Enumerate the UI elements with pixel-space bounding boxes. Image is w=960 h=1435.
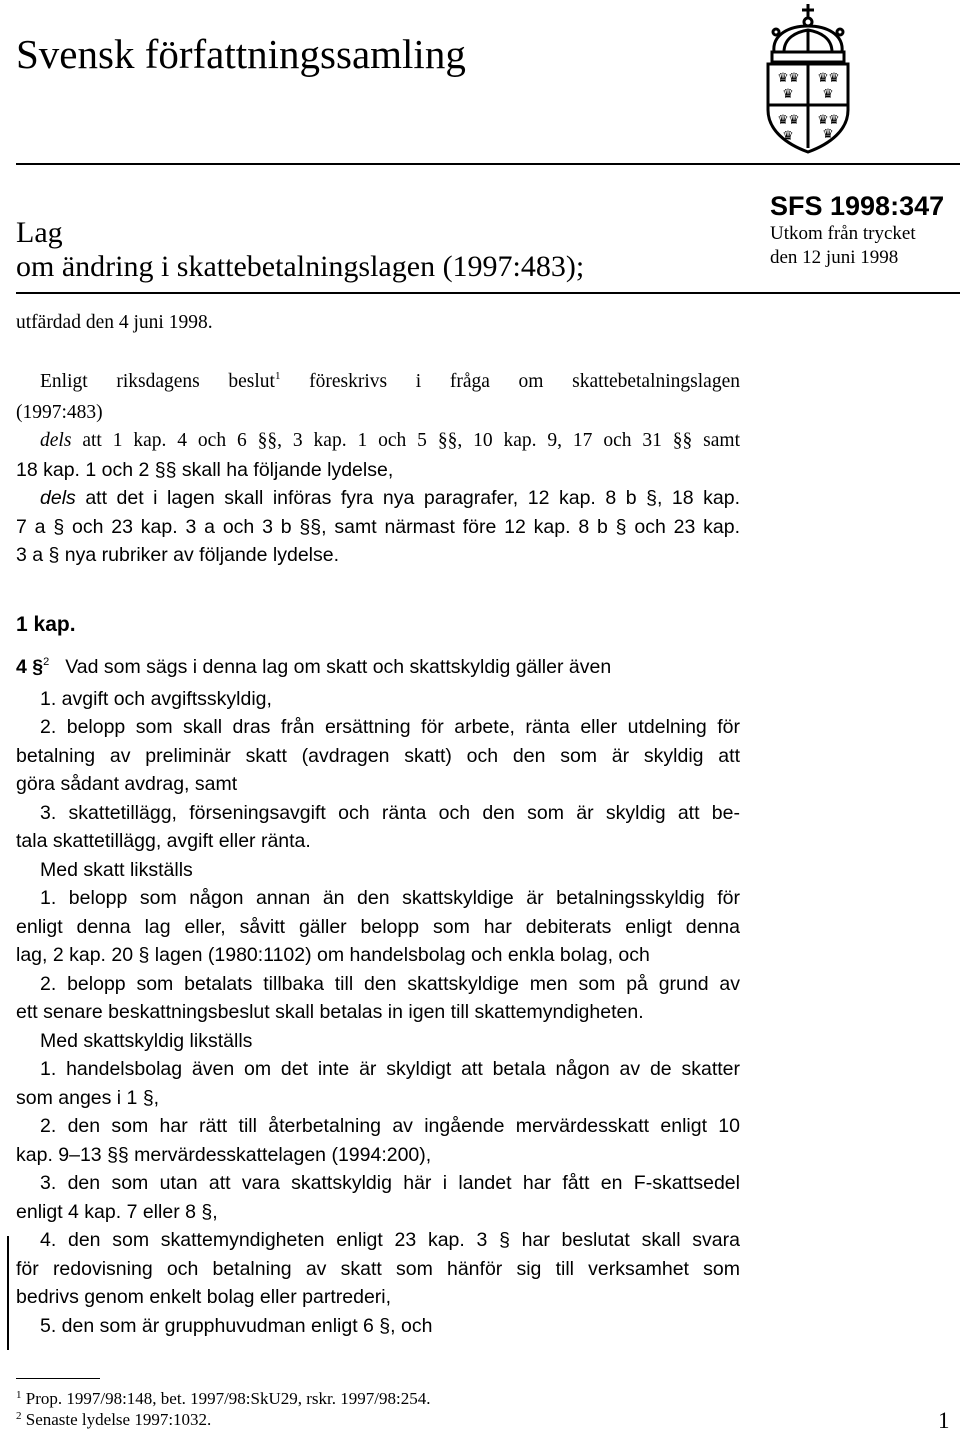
body-line: bedrivs genom enkelt bolag eller partrederi, bbox=[16, 1286, 392, 1308]
change-bar bbox=[7, 1236, 9, 1350]
body-line: 4. den som skattemyndigheten enligt 23 kap. 3 § har beslutat skall svara bbox=[40, 1229, 740, 1251]
svg-text:♛: ♛ bbox=[782, 87, 794, 102]
body-line: kap. 9–13 §§ mervärdesskattelagen (1994:200), bbox=[16, 1143, 432, 1166]
body-line: 1. handelsbolag även om det inte är skyldigt att betala någon av de skatter bbox=[40, 1058, 740, 1080]
footnote-mark: 1 bbox=[16, 1389, 22, 1401]
swedish-coat-of-arms-icon bbox=[760, 2, 856, 154]
series-title: Svensk författningssamling bbox=[16, 31, 466, 77]
body-line: betalning av preliminär skatt (avdragen skatt) och den som är skyldig att bbox=[16, 744, 740, 767]
sfs-published-line-2: den 12 juni 1998 bbox=[770, 247, 899, 268]
body-line: Med skattskyldig likställs bbox=[40, 1029, 253, 1052]
sfs-published-line-1: Utkom från trycket bbox=[770, 223, 916, 244]
svg-text:♛: ♛ bbox=[788, 71, 800, 86]
preamble-line: dels att det i lagen skall införas fyra nya paragrafer, 12 kap. 8 b §, 18 kap. bbox=[40, 487, 740, 509]
svg-text:♛: ♛ bbox=[822, 87, 834, 102]
body-line: 2. den som har rätt till återbetalning av ingående mervärdesskatt enligt 10 bbox=[40, 1115, 740, 1137]
svg-text:♛: ♛ bbox=[777, 113, 789, 128]
svg-text:♛: ♛ bbox=[817, 71, 829, 86]
body-line: enligt 4 kap. 7 eller 8 §, bbox=[16, 1200, 218, 1223]
body-line: 3. den som utan att vara skattskyldig här i landet har fått en F-skattsedel bbox=[40, 1172, 740, 1194]
body-line: enligt denna lag eller, såvitt gäller belopp som har debiterats enligt denna bbox=[16, 915, 740, 938]
preamble-line: 3 a § nya rubriker av följande lydelse. bbox=[16, 544, 340, 566]
section-intro: 4 §$^2$ Vad som sägs i denna lag om skatt och skattskyldig gäller även bbox=[16, 656, 612, 678]
preamble-line: 18 kap. 1 och 2 §§ skall ha följande lydelse, bbox=[16, 458, 394, 481]
footnote-text: Prop. 1997/98:148, bet. 1997/98:SkU29, rskr. 1997/98:254. bbox=[21, 1389, 431, 1408]
chapter-heading: 1 kap. bbox=[16, 613, 76, 636]
preamble-line: dels att 1 kap. 4 och 6 §§, 3 kap. 1 och 5 §§, 10 kap. 9, 17 och 31 §§ samt bbox=[40, 430, 740, 451]
body-line: lag, 2 kap. 20 § lagen (1980:1102) om handelsbolag och enkla bolag, och bbox=[16, 944, 650, 966]
body-line: 3. skattetillägg, förseningsavgift och ränta och den som är skyldig att be- bbox=[40, 801, 740, 824]
body-line: som anges i 1 §, bbox=[16, 1086, 160, 1109]
preamble-line: (1997:483) bbox=[16, 401, 103, 423]
footnote-divider bbox=[16, 1378, 100, 1379]
svg-text:♛: ♛ bbox=[828, 71, 840, 86]
preamble-line: Enligt riksdagens beslut$^1$ föreskrivs i fråga om skattebetalningslagen bbox=[40, 370, 740, 392]
body-line: 5. den som är grupphuvudman enligt 6 §, och bbox=[40, 1314, 433, 1337]
svg-text:♛: ♛ bbox=[828, 113, 840, 128]
body-line: ett senare beskattningsbeslut skall betalas in igen till skattemyndigheten. bbox=[16, 1001, 644, 1023]
body-line: 1. avgift och avgiftsskyldig, bbox=[40, 687, 272, 710]
preamble bbox=[16, 367, 740, 570]
body-line: för redovisning och betalning av skatt som hänför sig till verksamhet som bbox=[16, 1257, 740, 1280]
preamble-line: 7 a § och 23 kap. 3 a och 3 b §§, samt närmast före 12 kap. 8 b § och 23 kap. bbox=[16, 515, 740, 538]
body-line: 2. belopp som betalats tillbaka till den skattskyldige men som på grund av bbox=[40, 972, 740, 995]
law-title bbox=[16, 216, 584, 284]
body-line: göra sådant avdrag, samt bbox=[16, 773, 238, 795]
footnote-ref: 2 bbox=[43, 656, 50, 668]
body-line: tala skattetillägg, avgift eller ränta. bbox=[16, 830, 311, 852]
sfs-block bbox=[770, 190, 944, 270]
header-divider bbox=[16, 163, 960, 165]
section-body bbox=[16, 653, 740, 1340]
title-divider bbox=[16, 292, 960, 294]
body-line: 1. belopp som någon annan än den skattskyldige är betalningsskyldig för bbox=[40, 887, 740, 909]
sfs-number: SFS 1998:347 bbox=[770, 191, 945, 221]
section-label: 4 § bbox=[16, 656, 44, 678]
issued-date: utfärdad den 4 juni 1998. bbox=[16, 312, 213, 333]
footnote-text: Senaste lydelse 1997:1032. bbox=[21, 1410, 212, 1429]
svg-text:♛: ♛ bbox=[788, 113, 800, 128]
svg-text:♛: ♛ bbox=[777, 71, 789, 86]
svg-text:♛: ♛ bbox=[782, 129, 794, 144]
footnote-ref: 1 bbox=[274, 370, 281, 382]
body-line: 2. belopp som skall dras från ersättning för arbete, ränta eller utdelning för bbox=[40, 716, 740, 738]
body-line: Med skatt likställs bbox=[40, 858, 193, 881]
law-title-line-1: Lag bbox=[16, 216, 63, 249]
footnote-mark: 2 bbox=[16, 1410, 22, 1422]
law-title-line-2: om ändring i skattebetalningslagen (1997:483); bbox=[16, 250, 585, 283]
footnote-2 bbox=[16, 1410, 211, 1432]
svg-text:♛: ♛ bbox=[822, 127, 834, 142]
footnote-1 bbox=[16, 1389, 430, 1411]
page-number: 1 bbox=[938, 1408, 950, 1433]
svg-text:♛: ♛ bbox=[817, 113, 829, 128]
